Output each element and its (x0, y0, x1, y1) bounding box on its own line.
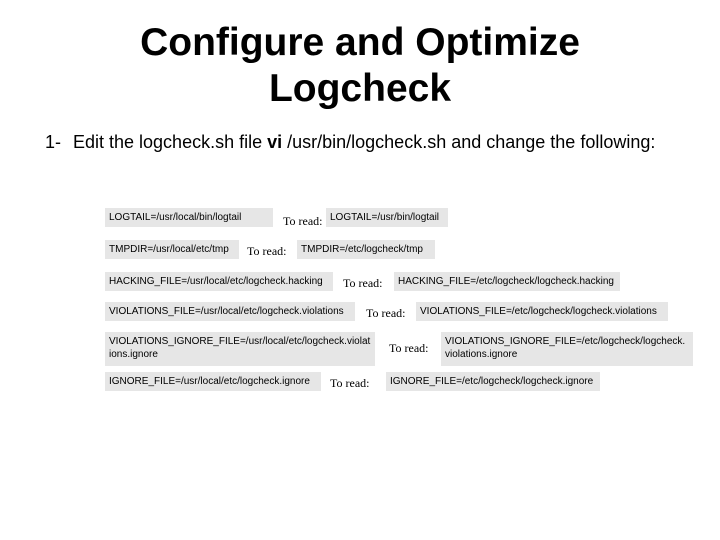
new-setting-tmpdir: TMPDIR=/etc/logcheck/tmp (297, 240, 435, 259)
new-setting-logtail: LOGTAIL=/usr/bin/logtail (326, 208, 448, 227)
to-read-label: To read: (389, 341, 429, 355)
new-setting-ignore-file: IGNORE_FILE=/etc/logcheck/logcheck.ignore (386, 372, 600, 391)
instruction-text-pre: Edit the logcheck.sh file (73, 132, 268, 152)
instruction-number: 1- (45, 132, 62, 152)
original-setting-tmpdir: TMPDIR=/usr/local/etc/tmp (105, 240, 239, 259)
slide-title-line-1: Configure and Optimize (140, 21, 580, 64)
new-setting-violations-file: VIOLATIONS_FILE=/etc/logcheck/logcheck.violations (416, 302, 668, 321)
instruction-command: vi (267, 132, 283, 152)
new-setting-hacking-file: HACKING_FILE=/etc/logcheck/logcheck.hacking (394, 272, 620, 291)
to-read-label: To read: (247, 244, 287, 258)
original-setting-violations-file: VIOLATIONS_FILE=/usr/local/etc/logcheck.violations (105, 302, 355, 321)
original-setting-logtail: LOGTAIL=/usr/local/bin/logtail (105, 208, 273, 227)
to-read-label: To read: (283, 214, 323, 228)
original-setting-violations-ignore-file: VIOLATIONS_IGNORE_FILE=/usr/local/etc/logcheck.violations.ignore (105, 332, 375, 366)
original-setting-hacking-file: HACKING_FILE=/usr/local/etc/logcheck.hacking (105, 272, 333, 291)
slide-title (0, 20, 720, 112)
to-read-label: To read: (366, 306, 406, 320)
instruction-text (73, 130, 673, 154)
instruction-text-post: /usr/bin/logcheck.sh and change the following: (282, 132, 656, 152)
slide-title-line-2: Logcheck (268, 67, 452, 110)
new-setting-violations-ignore-file: VIOLATIONS_IGNORE_FILE=/etc/logcheck/logcheck.violations.ignore (441, 332, 693, 366)
to-read-label: To read: (330, 376, 370, 390)
original-setting-ignore-file: IGNORE_FILE=/usr/local/etc/logcheck.ignore (105, 372, 321, 391)
to-read-label: To read: (343, 276, 383, 290)
